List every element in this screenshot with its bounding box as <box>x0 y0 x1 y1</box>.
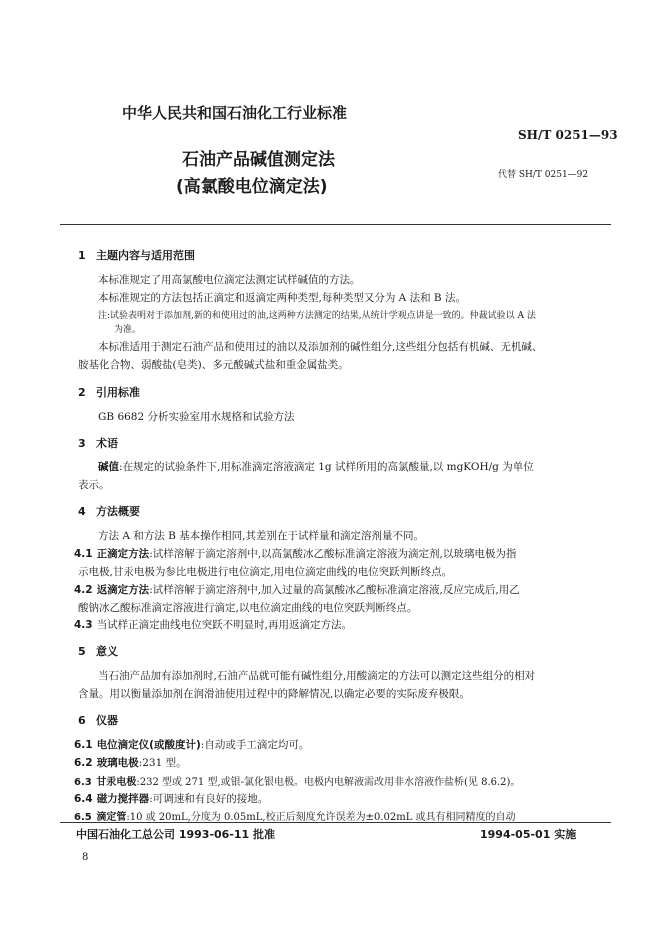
section-title: 引用标准 <box>96 386 140 399</box>
standard-number: SH/T 0251—93 <box>518 128 618 142</box>
clause-text: :231 型。 <box>138 757 187 769</box>
clause-4-1 <box>74 546 516 561</box>
clause-text: :可调速和有良好的接地。 <box>149 793 269 805</box>
clause-key: 甘汞电极 <box>96 777 137 788</box>
clause-text: :232 型或 271 型,或银-氯化银电极。电极内电解液需改用非水溶液作盐桥(见 8.6.2)。 <box>136 777 521 788</box>
section-title: 意义 <box>96 645 118 658</box>
clause-key: 正滴定方法 <box>96 548 150 560</box>
document-title: 石油产品碱值测定法 <box>182 150 335 170</box>
note: 注:试验表明对于添加剂,新的和使用过的油,这两种方法测定的结果,从统计学观点讲是一致的。仲裁试验以 A 法 <box>98 311 536 321</box>
clause-key: 玻璃电极 <box>96 757 139 769</box>
clause-6-3 <box>74 773 520 788</box>
clause-6-5 <box>74 808 516 823</box>
footer-divider <box>60 822 611 823</box>
clause-key: 返滴定方法 <box>96 584 150 596</box>
clause-number: 6.1 <box>74 739 93 751</box>
clause-6-2 <box>74 755 187 770</box>
definition-continued: 表示。 <box>78 479 110 491</box>
reference-standard: GB 6682 分析实验室用水规格和试验方法 <box>98 411 295 423</box>
clause-text: :试样溶解于滴定溶剂中,加入过量的高氯酸冰乙酸标准滴定溶液,反应完成后,用乙 <box>149 584 520 596</box>
paragraph: 当石油产品加有添加剂时,石油产品就可能有碱性组分,用酸滴定的方法可以测定这些组分的相对 <box>98 670 536 682</box>
term: 碱值 <box>98 461 119 473</box>
section-3-heading <box>78 435 118 451</box>
clause-number: 6.5 <box>74 812 92 823</box>
paragraph-continued: 胺基化合物、弱酸盐(皂类)、多元酸碱式盐和重金属盐类。 <box>78 359 349 371</box>
clause-key: 磁力搅拌器 <box>96 793 150 805</box>
clause-number: 4.2 <box>74 584 93 596</box>
implementation-date: 1994-05-01 实施 <box>480 828 577 841</box>
clause-continued: 示电极,甘汞电极为参比电极进行电位滴定,用电位滴定曲线的电位突跃判断终点。 <box>78 566 453 578</box>
section-title: 术语 <box>96 437 118 450</box>
section-number: 2 <box>78 386 86 399</box>
clause-6-4 <box>74 791 268 806</box>
issuing-body: 中华人民共和国石油化工行业标准 <box>122 104 348 122</box>
paragraph: 本标准适用于测定石油产品和使用过的油以及添加剂的碱性组分,这些组分包括有机碱、无机碱、 <box>98 341 543 353</box>
section-number: 3 <box>78 437 86 450</box>
clause-key: 电位滴定仪(或酸度计) <box>96 739 201 751</box>
clause-text: 当试样正滴定曲线电位突跃不明显时,再用返滴定方法。 <box>96 619 353 631</box>
section-number: 1 <box>78 249 86 262</box>
paragraph: 本标准规定了用高氯酸电位滴定法测定试样碱值的方法。 <box>98 274 361 286</box>
paragraph: 本标准规定的方法包括正滴定和返滴定两种类型,每种类型又分为 A 法和 B 法。 <box>98 292 466 304</box>
section-5-heading <box>78 643 118 659</box>
clause-4-2 <box>74 582 520 597</box>
section-title: 主题内容与适用范围 <box>96 249 195 262</box>
definition-text: :在规定的试验条件下,用标准滴定溶液滴定 1g 试样所用的高氯酸量,以 mgKOH/g 为单位 <box>119 461 534 473</box>
clause-number: 6.4 <box>74 793 93 805</box>
section-2-heading <box>78 384 140 400</box>
section-title: 仪器 <box>96 714 118 727</box>
section-number: 4 <box>78 505 86 518</box>
section-6-heading <box>78 712 118 728</box>
clause-text: :自动或手工滴定均可。 <box>200 739 310 751</box>
clause-key: 滴定管 <box>96 812 127 823</box>
clause-number: 6.3 <box>74 777 92 788</box>
definition <box>98 459 534 474</box>
section-number: 5 <box>78 645 86 658</box>
clause-4-3 <box>74 617 352 632</box>
clause-text: :10 或 20mL,分度为 0.05mL,校正后刻度允许误差为±0.02mL 或具有相同精度的自动 <box>126 812 516 823</box>
approval-line: 中国石油化工总公司 1993-06-11 批准 <box>76 828 276 841</box>
clause-number: 4.3 <box>74 619 93 631</box>
section-4-heading <box>78 503 140 519</box>
header-divider <box>60 224 611 225</box>
clause-number: 6.2 <box>74 757 93 769</box>
section-1-heading <box>78 247 195 263</box>
clause-6-1 <box>74 737 309 752</box>
section-number: 6 <box>78 714 86 727</box>
replaces-note: 代替 SH/T 0251—92 <box>498 170 589 180</box>
clause-text: :试样溶解于滴定溶剂中,以高氯酸冰乙酸标准滴定溶液为滴定剂,以玻璃电极为指 <box>149 548 517 560</box>
paragraph-continued: 含量。用以衡量添加剂在润滑油使用过程中的降解情况,以确定必要的实际废弃极限。 <box>78 688 470 700</box>
clause-continued: 酸钠冰乙酸标准滴定溶液进行滴定,以电位滴定曲线的电位突跃判断终点。 <box>78 602 418 614</box>
clause-number: 4.1 <box>74 548 93 560</box>
document-subtitle: (高氯酸电位滴定法) <box>176 177 328 197</box>
note-continued: 为准。 <box>114 325 142 335</box>
paragraph: 方法 A 和方法 B 基本操作相同,其差别在于试样量和滴定溶剂量不同。 <box>98 530 424 542</box>
page-number: 8 <box>82 852 89 863</box>
section-title: 方法概要 <box>96 505 140 518</box>
